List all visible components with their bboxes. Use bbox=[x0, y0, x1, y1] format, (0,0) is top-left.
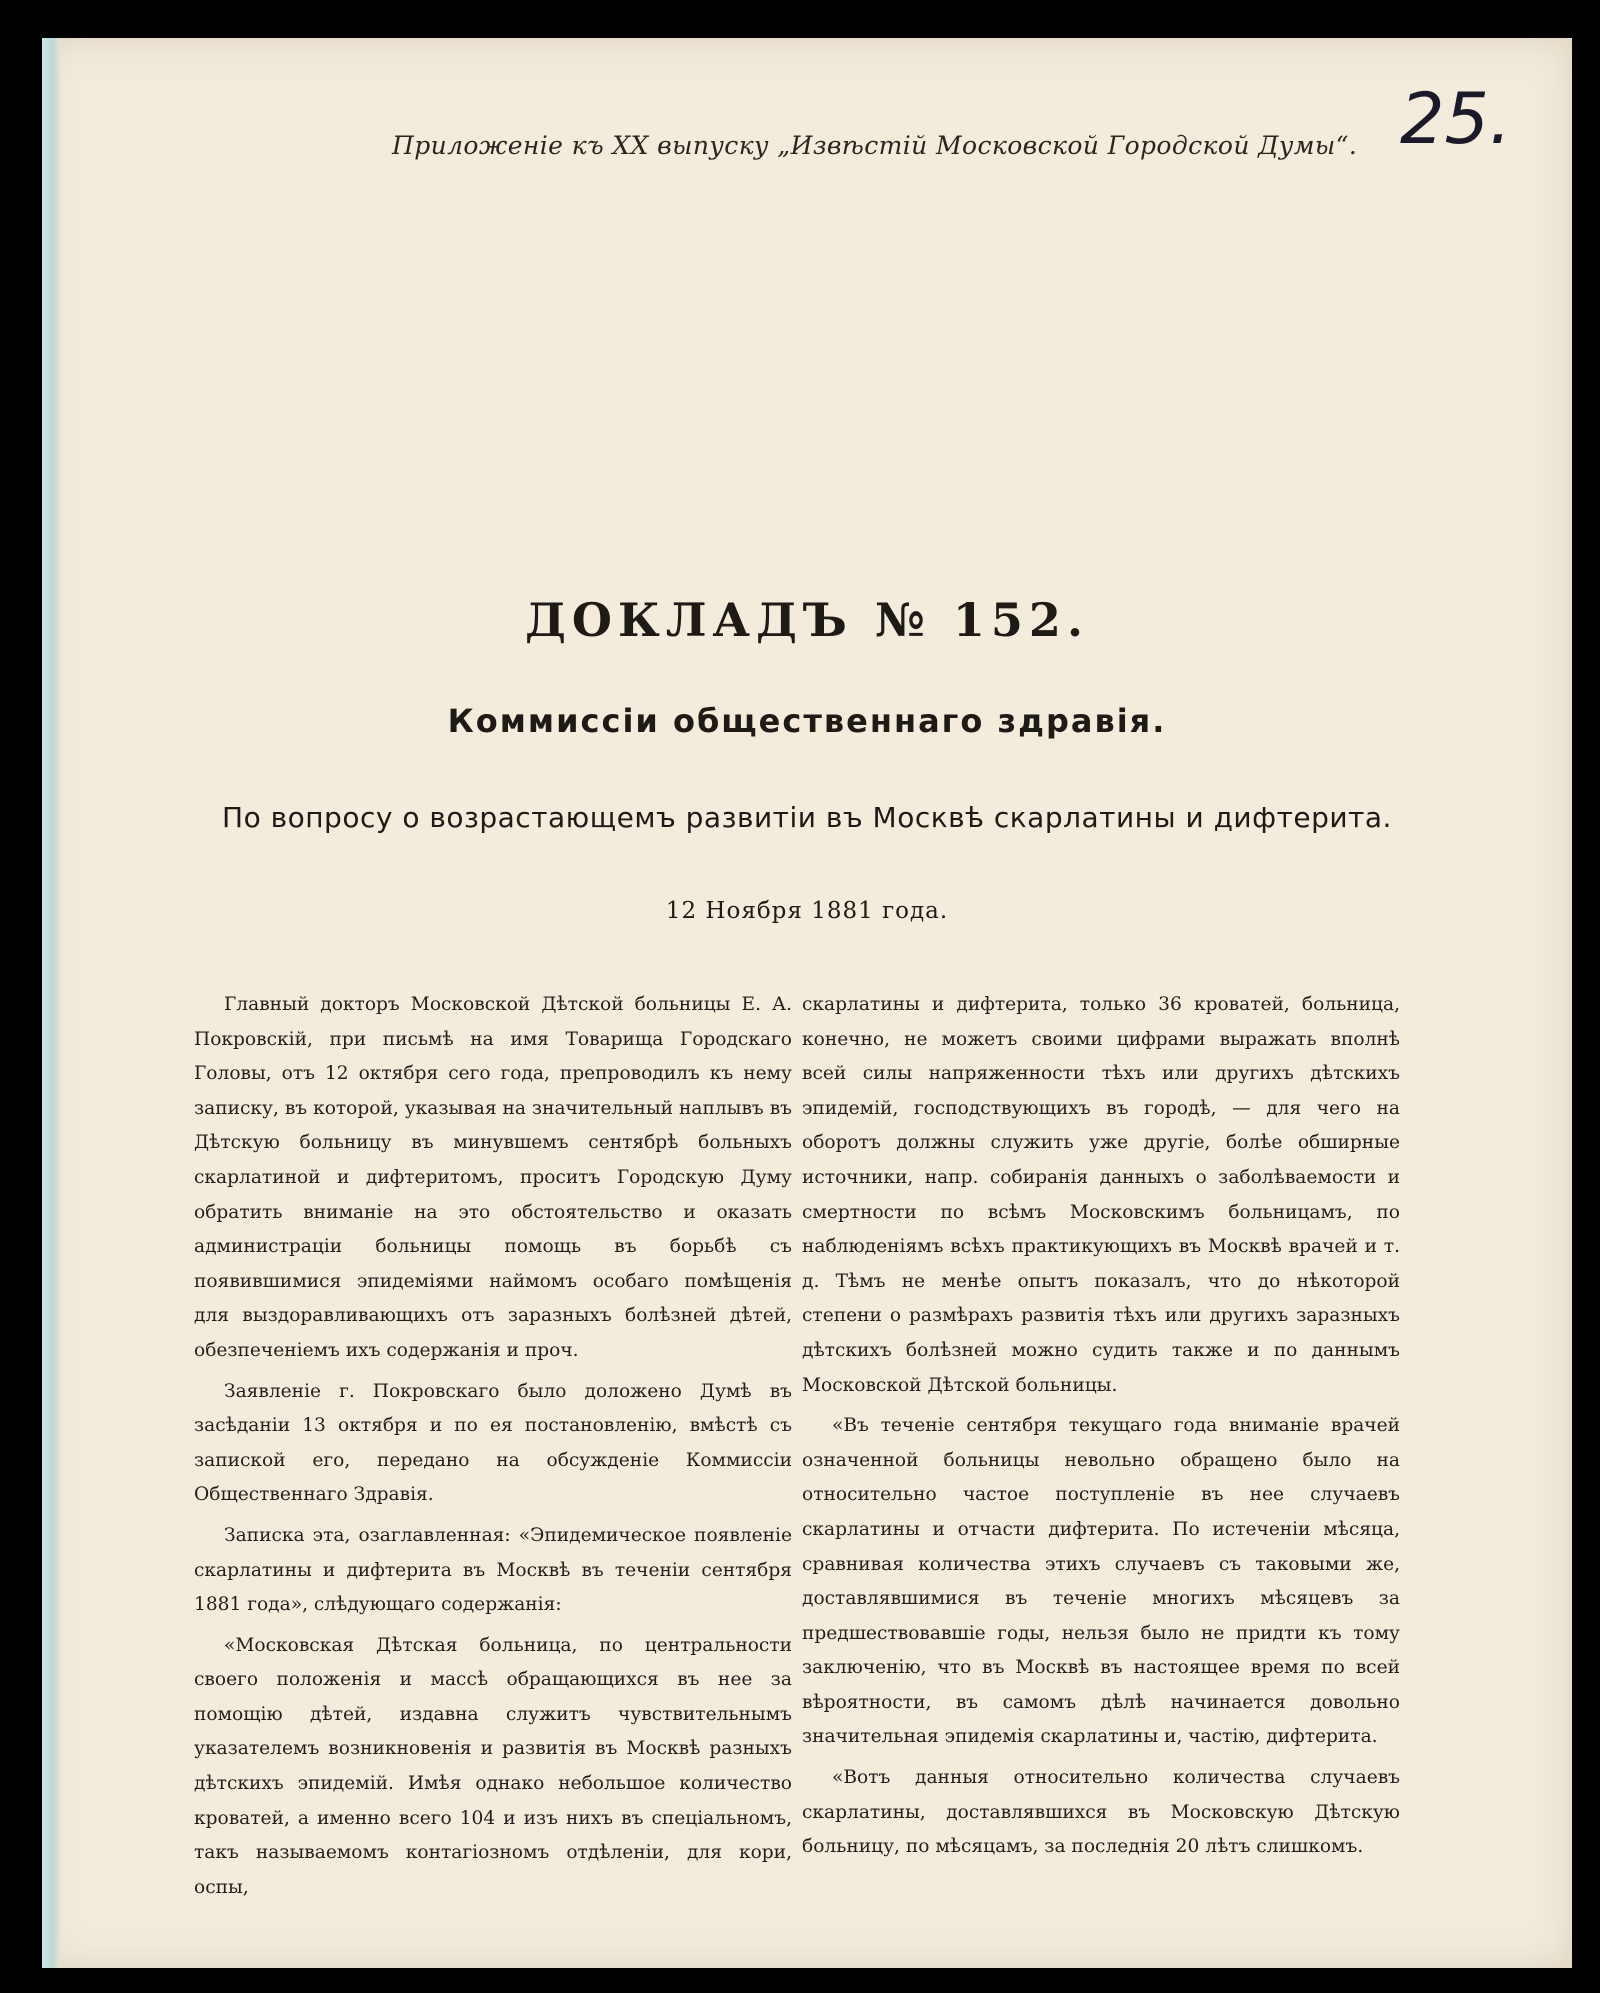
paragraph: Главный докторъ Московской Дѣтской больницы Е. А. Покровскiй, при письмѣ на имя Товарища Городскаго Головы, отъ 12 октября сего года, препроводилъ къ нему записку, въ которой, указывая на значительный наплывъ въ Дѣтскую больницу въ минувшемъ сентябрѣ больныхъ скарлатиной и дифтеритомъ, проситъ Городскую Думу обратить вниманiе на это обстоятельство и оказать администрацiи больницы помощь въ борьбѣ съ появившимися эпидемiями наймомъ особаго помѣщенiя для выздоравливающихъ отъ заразныхъ болѣзней дѣтей, обезпеченiемъ ихъ содержанiя и проч. bbox=[194, 994, 792, 1361]
left-column bbox=[194, 988, 792, 1911]
paragraph: «Въ теченiе сентября текущаго года вниманiе врачей означенной больницы невольно обращено было на относительно частое поступленiе въ нее случаевъ скарлатины и отчасти дифтерита. По истеченiи мѣсяца, сравнивая количества этихъ случаевъ съ таковыми же, доставлявшимися въ теченiе многихъ мѣсяцевъ за предшествовавшiе годы, нельзя было не придти къ тому заключенiю, что въ Москвѣ въ настоящее время по всей вѣроятности, въ самомъ дѣлѣ начинается довольно значительная эпидемiя скарлатины и, частiю, дифтерита. bbox=[802, 1415, 1400, 1748]
right-column bbox=[802, 988, 1400, 1871]
paragraph: скарлатины и дифтерита, только 36 кроватей, больница, конечно, не можетъ своими цифрами выражать вполнѣ всей силы напряженности тѣхъ или другихъ дѣтскихъ эпидемiй, господствующихъ въ городѣ, — для чего на оборотъ должны служить уже другiе, болѣе обширные источники, напр. собиранiя данныхъ о заболѣваемости и смертности по всѣмъ Московскимъ больницамъ, по наблюденiямъ всѣхъ практикующихъ въ Москвѣ врачей и т. д. Тѣмъ не менѣе опытъ показалъ, что до нѣкоторой степени о размѣрахъ развитiя тѣхъ или другихъ заразныхъ дѣтскихъ болѣзней можно судить также и по даннымъ Московской Дѣтской больницы. bbox=[802, 994, 1400, 1396]
document-page bbox=[42, 38, 1572, 1968]
paragraph: Записка эта, озаглавленная: «Эпидемическое появленiе скарлатины и дифтерита въ Москвѣ въ теченiи сентября 1881 года», слѣдующаго содержанiя: bbox=[194, 1524, 792, 1616]
page-number: 25. bbox=[1400, 78, 1512, 160]
paragraph: «Вотъ данныя относительно количества случаевъ скарлатины, доставлявшихся въ Московскую Дѣтскую больницу, по мѣсяцамъ, за последнiя 20 лѣтъ слишкомъ. bbox=[802, 1767, 1400, 1858]
running-header: Приложенiе къ XX выпуску „Извѣстiй Московской Городской Думы“. bbox=[392, 131, 1358, 160]
paragraph: «Московская Дѣтская больница, по центральности своего положенiя и массѣ обращающихся въ нее за помощiю дѣтей, издавна служитъ чувствительнымъ указателемъ возникновенiя и развитiя въ Москвѣ разныхъ дѣтскихъ эпидемiй. Имѣя однако небольшое количество кроватей, а именно всего 104 и изъ нихъ въ спецiальномъ, такъ называемомъ контагiозномъ отдѣленiи, для кори, оспы, bbox=[194, 1634, 792, 1898]
paragraph: Заявленiе г. Покровскаго было доложено Думѣ въ засѣданiи 13 октября и по ея постановленiю, вмѣстѣ съ запиской его, передано на обсужденiе Коммиссiи Общественнаго Здравiя. bbox=[194, 1380, 792, 1506]
report-topic: По вопросу о возрастающемъ развитiи въ Москвѣ скарлатины и дифтерита. bbox=[222, 801, 1392, 834]
commission-name: Коммиссiи общественнаго здравiя. bbox=[447, 702, 1167, 740]
report-title: ДОКЛАДЪ № 152. bbox=[525, 593, 1089, 647]
report-date: 12 Ноября 1881 года. bbox=[665, 898, 949, 924]
binding-spine bbox=[42, 38, 60, 1968]
